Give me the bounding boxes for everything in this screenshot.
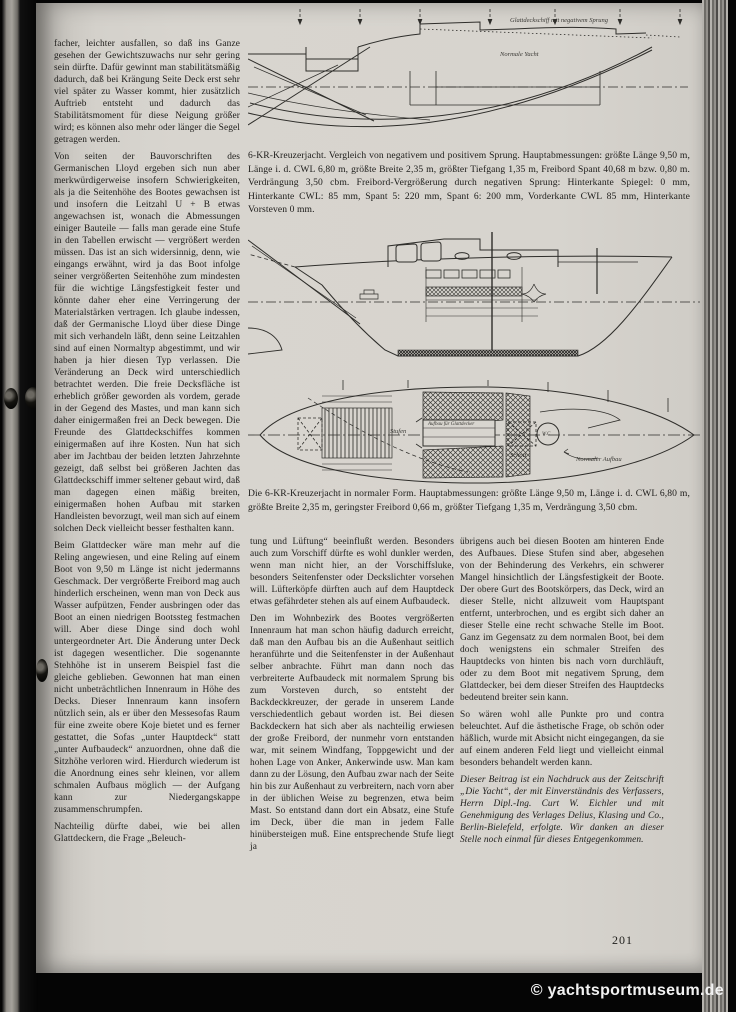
middle-column [250,536,454,938]
paragraph: Nachteilig dürfte dabei, wie bei allen Glattdeckern, die Frage „Beleuch- [54,822,240,844]
figure-sprung-comparison [248,7,702,147]
figure2-caption: Die 6-KR-Kreuzerjacht in normaler Form. Hauptabmessungen: größte Länge 9,50 m, Länge i. d. CWL 6,80 m, größte Breite 2,35 m, geringster Freibord 0,66 m, größter Tiefgang 1,35 m, Verdrängung 3,50 cbm. [248,488,690,513]
right-column [460,536,664,938]
paragraph: übrigens auch bei diesen Booten am hinteren Ende des Aufbaues. Diese Stufen sind aber, abgesehen von der Behinderung des Verkehrs, ein schwerer Mangel hinsichtlich der Längsfestigkeit der Boote. Der obere Gurt des Bootskörpers, das Deck, wird an dieser Stelle, nicht allzuweit vom Hauptspant entfernt, unterbrochen, und es ergibt sich daher an dieser Stelle eine recht schwache Stelle im Boot. Ganz im Gegensatz zu dem normalen Boot, bei dem doch wenigstens ein schmaler Streifen des Hauptdecks von hinten bis nach vorn durchläuft, oder zu dem Boot mit negativem Sprung, dem Glattdecker, bei dem dieser Streifen des Hauptdecks bedeutend breiter sein kann. [460,537,664,703]
paragraph: facher, leichter ausfallen, so daß ins Ganze gesehen der Gewichtszuwachs nur sehr gering sein dürfte. Dafür gewinnt man stabilitätsmäßig dadurch, daß bei Krängung Seite Deck erst sehr viel später zu Wasser kommt, hier zusätzlich Auftrieb entsteht und dadurch das Stabilitätsmoment für diese Neigung größer wird; es können also mehr oder länger die Segel getragen werden. [54,39,240,145]
facing-page-edge [2,0,20,1012]
fig2-label-schott: Schott [510,452,527,459]
left-column [54,38,240,938]
page [36,3,702,973]
fig1-label-glattdeck: Glattdeckschiff mit negativem Sprung [510,17,609,24]
figure1-caption: 6-KR-Kreuzerjacht. Vergleich von negativem und positivem Sprung. Hauptabmessungen: größte Länge 9,50 m, Länge i. d. CWL 6,80 m, größte Breite 2,35 m, größter Tiefgang 1,35 m, Freibord Spant 40,68 m bzw. 0,80 m. Verdrängung 3,50 cbm. Freibord-Vergrößerung durch negativen Sprung: Hinterkante Spiegel: 0 mm, Hinterkante CWL: 85 mm, Spant 5: 220 mm, Spant 6: 200 mm, Vorderkante CWL 85 mm, Hinterkante Vorsteven 0 mm. [248,150,690,216]
book-page-edges [702,0,728,1012]
fig1-label-normal: Normale Yacht [500,51,539,58]
paragraph: Beim Glattdecker wäre man mehr auf die Reling angewiesen, und eine Reling auf einem Boot von 9,50 m Länge ist nicht jedermanns Geschmack. Der vergrößerte Freibord mag auch hinderlich erscheinen, wenn man von Deck aus Wasser aufpützen, Fender ausbringen oder das Boot an einen niedrigen Bootssteg festmachen will. Aber diese Dinge sind doch wohl untergeordneter Art. Die Änderung unter Deck ist dagegen wesentlicher. Die sogenannte Stehhöhe ist in unserem Beispiel fast die gleiche geblieben. Gewonnen hat man einen nicht unbeträchtlichen Innenraum in Höhe des Decks. Dieser Innenraum kann insofern nützlich sein, als er über den Messesofas Raum für eine zweite obere Koje bietet und es ferner gestattet, die Sofas „unter Hauptdeck“ statt „unter Aufbaudeck“ anzuordnen, ohne daß die Sitzhöhe verloren wird. Hierdurch wiederum ist die Anordnung eines sehr kleinen, vor allem schmalen Aufbaus möglich — der Aufgang kann zur Niedergangskappe zusammenschrumpfen. [54,541,240,815]
watermark: © yachtsportmuseum.de [530,982,724,999]
scan-border [728,0,736,1012]
paragraph: Von seiten der Bauvorschriften des Germanischen Lloyd ergeben sich nun aber merkwürdigerweise insofern Schwierigkeiten, als ja die Seitenhöhe des Bootes gewachsen ist und insofern die Leitzahl U + B etwas angewachsen ist, wonach die Abmessungen einiger Bauteile — falls man gerade eine Stufe in den Tabellen erwischt — vergrößert werden müssen. Das ist an sich widersinnig, denn, wie eingangs erwähnt, wird ja das Boot infolge seiner vergrößerten Seitenhöhe zum mindesten für die wichtige Längsfestigkeit fester und könnte daher eher eine Verringerung der Materialstärken vertragen. Ich glaube indessen, daß der Germanische Lloyd über diese Dinge mit sich verhandeln läßt, denn seine Leitzahlen sind auf einen Normaltyp abgestimmt, und wir haben ja hier diesen Typ verlassen. Die Veränderung an Deck wird unterschiedlich betrachtet werden. Die freie Decksfläche ist erheblich größer geworden als vordem, gerade in der Gegend des Mastes, und man kann sich daher einigermaßen frei an Deck bewegen. Die Freunde des Glattdeckschiffes kommen einigermaßen auf ihre Kosten. Nun hat sich aber im Jachtbau der beiden letzten Jahrzehnte gezeigt, daß selbst bei größeren Jachten das Glattdeckschiff immer seltener gebaut wird, daß man dagegen einen mäßig breiten, einigermaßen hohen Aufbau mit starken Handleisten bevorzugt, weil man sich auf einem solchen Deck vielleicht besser festhalten kann. [54,152,240,534]
reprint-credit: Dieser Beitrag ist ein Nachdruck aus der Zeitschrift „Die Yacht“, der mit Einverständnis des Verfassers, Herrn Dipl.-Ing. Curt W. Eichler und mit Genehmigung des Verlages Delius, Klasing und Co., Berlin-Bielefeld, erfolgte. Wir danken an dieser Stelle noch einmal für dieses Entgegenkommen. [460,775,664,845]
paragraph: Den im Wohnbezirk des Bootes vergrößerten Innenraum hat man schon häufig dadurch erreicht, daß man den Aufbau bis an die Außenhaut seitlich heranführte und die Seitenfenster in der Außenhaut selber anbrachte. Führt man dann noch das verbreiterte Aufbaudeck mit normalem Sprung bis zum Vorsteven durch, so entsteht der Backdeckkreuzer, der gerade in unserem Lande verschiedentlich gebaut worden ist. Bei diesen Backdeckern hat sich aber als nachteilig erwiesen der große Freibord, der nunmehr vorn entstanden war, mit seinem Windfang, Toppgewicht und der hohen Lage von Anker, Ankerwinde usw. Man kam dann zu der Lösung, den Aufbau zwar nach der Seite hin bis zur Außenhaut zu verbreitern, nach vorn aber in der üblichen Weise zu begrenzen, etwa beim Mast. So entstand dann dort ein Absatz, eine Stufe im Deck, über die man in jedem Falle hinübersteigen muß. Eine entsprechende Stufe liegt ja [250,614,454,852]
figure-deck-plan [248,380,702,490]
yacht-deck-plan-drawing [248,380,702,490]
fig2-label-stufen: Stufen [390,428,407,435]
paragraph: So wären wohl alle Punkte pro und contra beleuchtet. Auf die ästhetische Frage, ob schön oder häßlich, wurde mit Absicht nicht eingegangen, da sie auf einem anderen Feld liegt und vielleicht einmal besonders behandelt werden kann. [460,710,664,768]
yacht-bow-comparison-drawing [248,7,702,147]
fig2-label-aufbau: Aufbau für Glattdecker [428,422,475,427]
punch-hole [36,659,48,682]
fig2-label-normaler-aufbau: Normaler Aufbau [576,456,622,463]
page-number: 201 [612,933,633,947]
yacht-side-elevation-drawing [248,232,702,380]
figure-side-elevation [248,232,702,380]
punch-hole [4,388,18,409]
paragraph: tung und Lüftung“ beeinflußt werden. Besonders auch zum Vorschiff dürfte es wohl dunkler werden, wenn man nicht hier, an der Vorschiffsluke, besonders Seitenfenster oder Deckslichter vorsehen will. Lüfterköpfe dürften auch auf dem Hauptdeck etwas gefährdeter stehen als auf einem Aufbaudeck. [250,537,454,607]
fig2-label-wc: W.C [542,432,551,437]
